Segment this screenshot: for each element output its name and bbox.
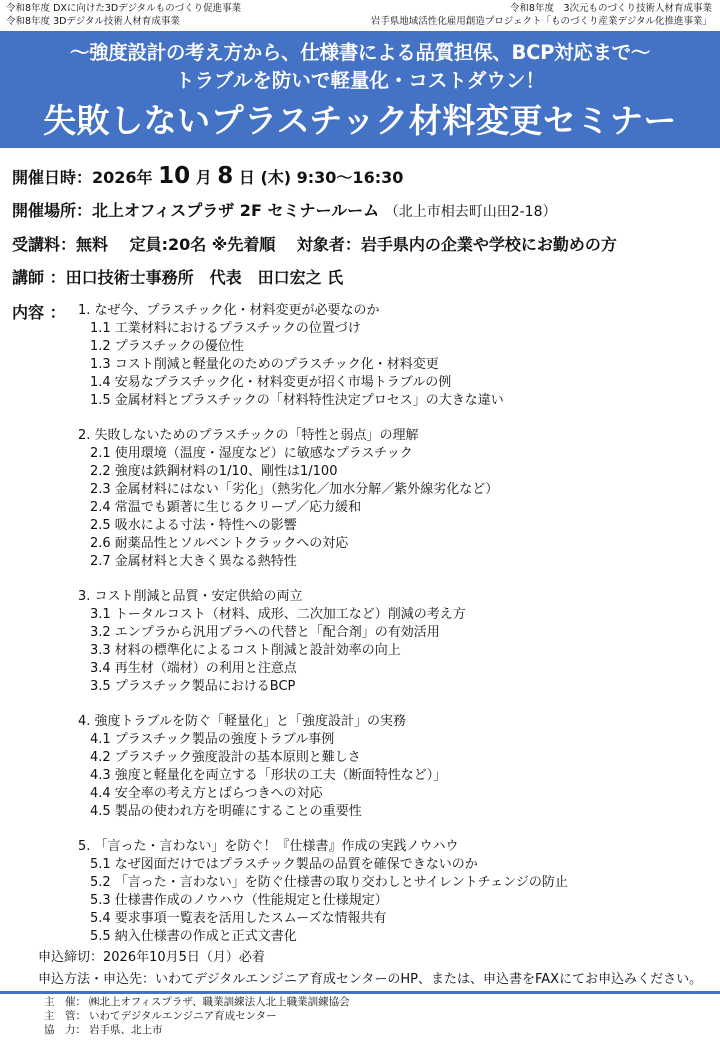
- section-item: 1.5 金属材料とプラスチックの「材料特性決定プロセス」の大きな違い: [90, 393, 504, 408]
- organizer-row: [44, 995, 350, 1009]
- section-item: 1.4 安易なプラスチック化・材料変更が招く市場トラブルの例: [90, 375, 452, 390]
- organizer-key: 主 催：: [44, 996, 86, 1008]
- section-item: 4.1 プラスチック製品の強度トラブル事例: [90, 732, 335, 747]
- section-item: 5.4 要求事項一覧表を活用したスムーズな情報共有: [90, 911, 387, 926]
- banner-subtitle-1: 〜強度設計の考え方から、仕様書による品質担保、BCP対応まで〜: [69, 41, 651, 64]
- section-item: 3.4 再生材（端材）の利用と注意点: [90, 661, 297, 676]
- section-item: 5.1 なぜ図面だけではプラスチック製品の品質を確保できないのか: [90, 857, 478, 872]
- organizer-value: ㈱北上オフィスプラザ、職業訓練法人北上職業訓練協会: [89, 996, 350, 1008]
- section-item: 3.3 材料の標準化によるコスト削減と設計効率の向上: [90, 643, 401, 658]
- page-title: 失敗しないプラスチック材料変更セミナー: [43, 101, 677, 140]
- footer-divider: [0, 991, 720, 994]
- application-deadline: 申込締切：2026年10月5日（月）必着: [38, 950, 265, 965]
- title-banner: [0, 31, 720, 148]
- date-rest: 日 (木) 9:30〜16:30: [233, 168, 404, 187]
- section-item: 3.2 エンプラから汎用プラへの代替と「配合剤」の有効活用: [90, 625, 440, 640]
- contents-label: 内容 ：: [12, 303, 66, 322]
- section-item: 3.5 プラスチック製品におけるBCP: [90, 679, 296, 694]
- section-item: 4.2 プラスチック強度設計の基本原則と難しさ: [90, 750, 361, 765]
- header-right-line: 岩手県地域活性化雇用創造プロジェクト「ものづくり産業デジタル化推進事業」: [370, 16, 712, 27]
- section-title: 1. なぜ今、プラスチック化・材料変更が必要なのか: [78, 303, 380, 318]
- date-label: 開催日時：2026年: [12, 168, 159, 187]
- section-title: 3. コスト削減と品質・安定供給の両立: [78, 589, 303, 604]
- organizer-value: いわてデジタルエンジニア育成センター: [89, 1010, 277, 1022]
- banner-subtitle-2: トラブルを防いで軽量化・コストダウン！: [175, 69, 545, 92]
- organizer-key: 協 力：: [44, 1024, 86, 1036]
- header-right: [371, 2, 712, 28]
- section-item: 4.4 安全率の考え方とばらつきへの対応: [90, 786, 323, 801]
- section-item: 5.3 仕様書作成のノウハウ（性能規定と仕様規定）: [90, 893, 388, 908]
- section-item: 1.3 コスト削減と軽量化のためのプラスチック化・材料変更: [90, 357, 439, 372]
- section-item: 2.7 金属材料と大きく異なる熱特性: [90, 554, 297, 569]
- organizer-row: [44, 1023, 350, 1037]
- date-day: 8: [217, 163, 234, 189]
- section-item: 3.1 トータルコスト（材料、成形、二次加工など）削減の考え方: [90, 607, 466, 622]
- venue-name: 開催場所：北上オフィスプラザ 2F セミナールーム: [12, 201, 380, 220]
- event-lecturer: 講師 ：田口技術士事務所 代表 田口宏之 氏: [12, 268, 344, 287]
- organizer-key: 主 管：: [44, 1010, 86, 1022]
- section-item: 2.1 使用環境（温度・湿度など）に敏感なプラスチック: [90, 446, 413, 461]
- section-item: 2.4 常温でも顕著に生じるクリープ／応力緩和: [90, 500, 362, 515]
- contents-list: [78, 302, 708, 946]
- organizer-value: 岩手県、北上市: [89, 1024, 163, 1036]
- section-item: 2.2 強度は鉄鋼材料の1/10、剛性は1/100: [90, 464, 338, 479]
- event-venue: [12, 198, 556, 221]
- section-item: 5.5 納入仕様書の作成と正式文書化: [90, 929, 297, 944]
- application-method: 申込方法・申込先：いわてデジタルエンジニア育成センターのHP、または、申込書をFAXにてお申込みください。: [38, 972, 703, 987]
- venue-address: （北上市相去町山田2-18）: [384, 204, 557, 220]
- section-item: 1.2 プラスチックの優位性: [90, 339, 244, 354]
- section-item: 4.3 強度と軽量化を両立する「形状の工夫（断面特性など）」: [90, 768, 447, 783]
- section-item: 1.1 工業材料におけるプラスチックの位置づけ: [90, 321, 361, 336]
- section-title: 2. 失敗しないためのプラスチックの「特性と弱点」の理解: [78, 428, 419, 443]
- header-left-line: 令和8年度 DXに向けた3Dデジタルものづくり促進事業: [6, 3, 242, 14]
- section-item: 2.5 吸水による寸法・特性への影響: [90, 518, 297, 533]
- header-left: [6, 2, 241, 28]
- header-right-line: 令和8年度 3次元ものづくり技術人材育成事業: [509, 3, 712, 14]
- organizers: [44, 995, 350, 1037]
- section-title: 4. 強度トラブルを防ぐ「軽量化」と「強度設計」の実務: [78, 714, 407, 729]
- section-item: 2.3 金属材料にはない「劣化」（熱劣化／加水分解／紫外線劣化など）: [90, 482, 499, 497]
- event-date: [12, 163, 403, 189]
- section-item: 4.5 製品の使われ方を明確にすることの重要性: [90, 804, 362, 819]
- header-left-line: 令和8年度 3Dデジタル技術人材育成事業: [6, 16, 180, 27]
- event-fee-capacity: 受講料：無料 定員:20名 ※先着順 対象者：岩手県内の企業や学校にお勤めの方: [12, 235, 617, 254]
- section-title: 5. 「言った・言わない」を防ぐ！『仕様書』作成の実践ノウハウ: [78, 839, 459, 854]
- section-item: 5.2 「言った・言わない」を防ぐ仕様書の取り交わしとサイレントチェンジの防止: [90, 875, 568, 890]
- header-notes: [0, 2, 720, 32]
- date-month: 10: [158, 163, 191, 189]
- section-item: 2.6 耐薬品性とソルベントクラックへの対応: [90, 536, 349, 551]
- organizer-row: [44, 1009, 350, 1023]
- date-mid: 月: [190, 168, 218, 187]
